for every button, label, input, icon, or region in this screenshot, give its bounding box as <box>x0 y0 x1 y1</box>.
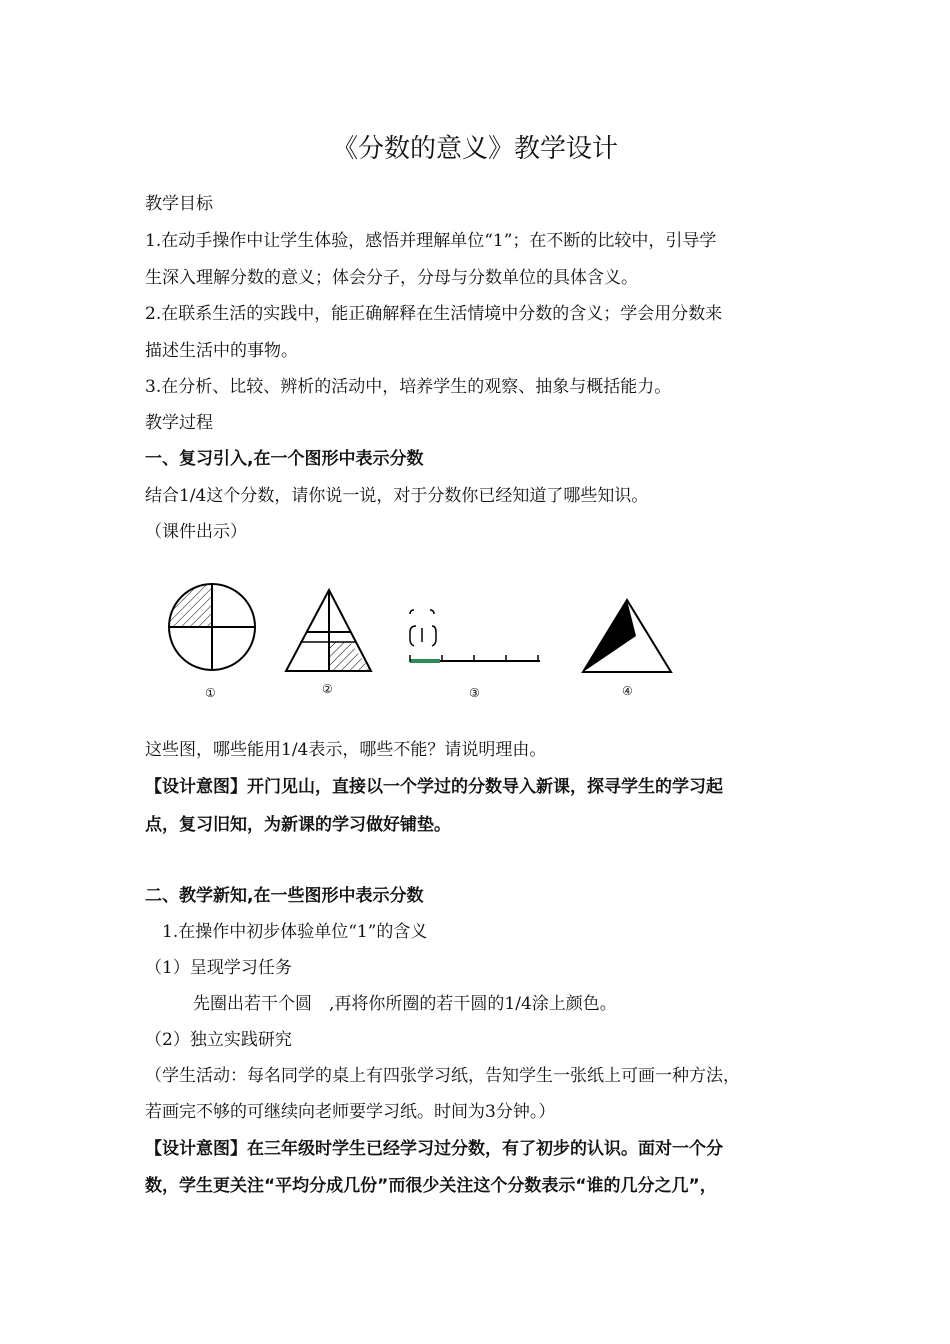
section2-heading: 二、教学新知,在一些图形中表示分数 <box>145 886 424 906</box>
page-title: 《分数的意义》教学设计 <box>331 134 618 164</box>
section1-prompt: 结合1/4这个分数，请你说一说，对于分数你已经知道了哪些知识。 <box>145 486 649 506</box>
design-intent-2: 【设计意图】在三年级时学生已经学习过分数，有了初步的认识。面对一个分 <box>145 1139 723 1159</box>
courseware-note: （课件出示） <box>145 522 247 542</box>
figure-label: ① <box>205 686 216 700</box>
step-2: （2）独立实践研究 <box>145 1030 292 1050</box>
figure-label: ④ <box>622 684 633 698</box>
figures-question: 这些图，哪些能用1/4表示，哪些不能？请说明理由。 <box>145 740 547 760</box>
figure-triangle-hatched <box>286 590 371 671</box>
goal-line: 3.在分析、比较、辨析的活动中，培养学生的观察、抽象与概括能力。 <box>145 377 672 397</box>
goal-line: 生深入理解分数的意义；体会分子，分母与分数单位的具体含义。 <box>145 268 638 288</box>
design-intent-2-cont: 数，学生更关注“平均分成几份”而很少关注这个分数表示“谁的几分之几”， <box>145 1176 717 1196</box>
figures-svg <box>160 580 680 710</box>
figure-label: ③ <box>469 686 480 700</box>
design-intent-1: 【设计意图】开门见山，直接以一个学过的分数导入新课，探寻学生的学习起 <box>145 777 723 797</box>
activity-line: （学生活动：每名同学的桌上有四张学习纸，告知学生一张纸上可画一种方法， <box>145 1066 740 1086</box>
fraction-figures <box>160 580 680 710</box>
design-intent-1-cont: 点，复习旧知，为新课的学习做好铺垫。 <box>145 815 451 835</box>
figure-label: ② <box>322 682 333 696</box>
goal-line: 1.在动手操作中让学生体验，感悟并理解单位“1”；在不断的比较中，引导学 <box>145 231 717 251</box>
goal-line: 2.在联系生活的实践中，能正确解释在生活情境中分数的含义；学会用分数来 <box>145 304 723 324</box>
process-heading: 教学过程 <box>145 413 213 433</box>
task-text: 先圈出若干个圆 ,再将你所圈的若干圆的1/4涂上颜色。 <box>193 994 617 1014</box>
section1-heading: 一、复习引入,在一个图形中表示分数 <box>145 449 424 469</box>
figure-circle <box>169 584 255 670</box>
figure-triangle-black <box>583 600 671 672</box>
step-1: （1）呈现学习任务 <box>145 958 292 978</box>
activity-line: 若画完不够的可继续向老师要学习纸。时间为3分钟。） <box>145 1102 556 1122</box>
figure-number-line <box>410 610 540 662</box>
goal-line: 描述生活中的事物。 <box>145 341 298 361</box>
section2-sub1: 1.在操作中初步体验单位“1”的含义 <box>162 922 428 942</box>
goals-heading: 教学目标 <box>145 194 213 214</box>
